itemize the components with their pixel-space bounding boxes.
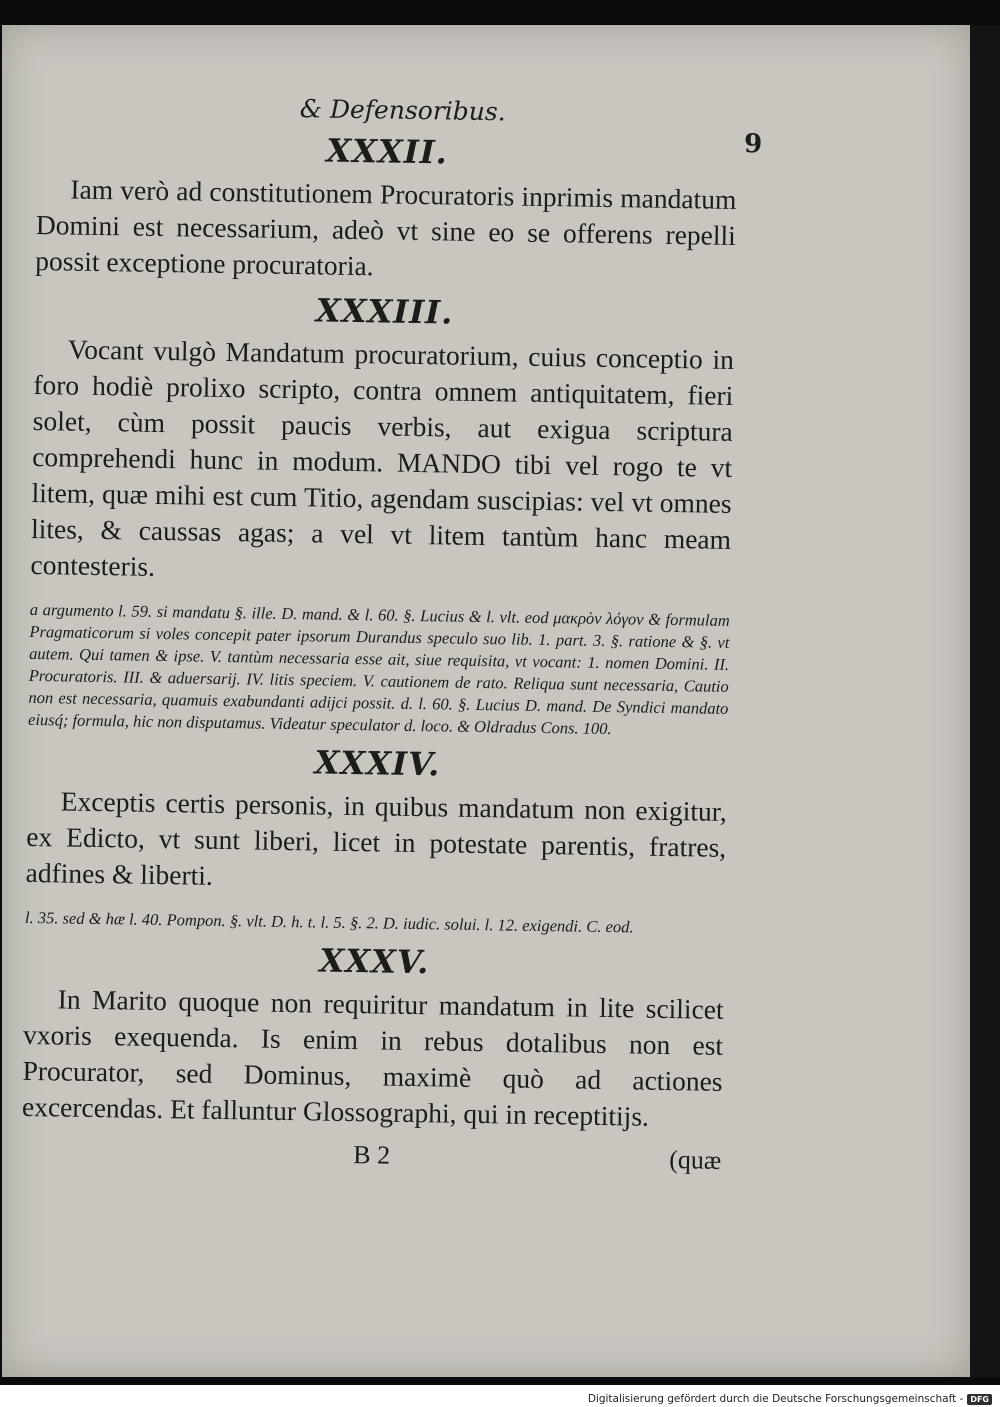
page-number: 9 xyxy=(743,129,763,160)
footnote: l. 35. sed & hæ l. 40. Pompon. §. vlt. D. h. t. l. 5. §. 2. D. iudic. solui. l. 12. exigendi. C. eod. xyxy=(24,907,634,937)
section-heading: XXXV. xyxy=(319,941,430,982)
dfg-logo-icon: DFG xyxy=(967,1394,992,1405)
section-heading: XXXIII. xyxy=(315,291,454,332)
catchword: (quæ xyxy=(669,1145,722,1175)
digitization-footer xyxy=(588,1393,992,1405)
footnote: a argumento l. 59. si mandatu §. ille. D. mand. & l. 60. §. Lucius & l. vlt. eod μακρὸν λόγον & formulam Pragmaticorum si voles concepit pater ipsorum Durandus speculo suo lib. 1. part. 3. §. ratione & §. vt autem. Qui tamen & ipse. V. tantùm necessaria esse ait, siue requisita, vt vocant: 1. nomen Domini. II. Procuratoris. III. & aduersarij. IV. litis speciem. V. cautionem de rato. Reliqua sunt necessaria, Cautio non est necessaria, quamuis exabundanti adijci possit. d. l. 60. §. Lucius D. mand. De Syndici mandato eiusq́; formula, hic non disputamus. Videatur speculator d. loco. & Oldradus Cons. 100. xyxy=(27,599,730,739)
paragraph: Exceptis certis personis, in quibus mandatum non exigitur, ex Edicto, vt sunt liberi, licet in potestate parentis, fratres, adfines & liberti. xyxy=(25,785,727,891)
signature-mark: B 2 xyxy=(353,1140,391,1170)
footer-text: Digitalisierung gefördert durch die Deutsche Forschungsgemeinschaft - xyxy=(587,1393,964,1405)
paragraph: Vocant vulgò Mandatum procuratorium, cuius conceptio in foro hodiè prolixo scripto, contra omnem antiquitatem, fieri solet, cùm possit paucis verbis, aut exigua scriptura comprehendi hunc in modum. MANDO tibi vel rogo te vt litem, quæ mihi est cum Titio, agendam suscipias: vel vt omnes lites, & caussas agas; a vel vt litem tantùm hanc meam contesteris. xyxy=(30,333,735,582)
paragraph: Iam verò ad constitutionem Procuratoris inprimis mandatum Domini est necessarium, adeò vt sine eo se offerens repelli possit exceptione procuratoria. xyxy=(35,173,737,282)
paragraph: In Marito quoque non requiritur mandatum in lite scilicet vxoris exequenda. Is enim in rebus dotalibus non est Procurator, sed Dominus, maximè quò ad actiones excercendas. Et falluntur Glossographi, qui in receptitijs. xyxy=(21,983,724,1132)
page-text xyxy=(21,90,763,1176)
section-heading: XXXIV. xyxy=(314,743,441,784)
running-head: & Defensoribus. xyxy=(299,94,506,127)
page-edge xyxy=(970,25,1000,1377)
section-heading: XXXII. xyxy=(326,131,449,172)
